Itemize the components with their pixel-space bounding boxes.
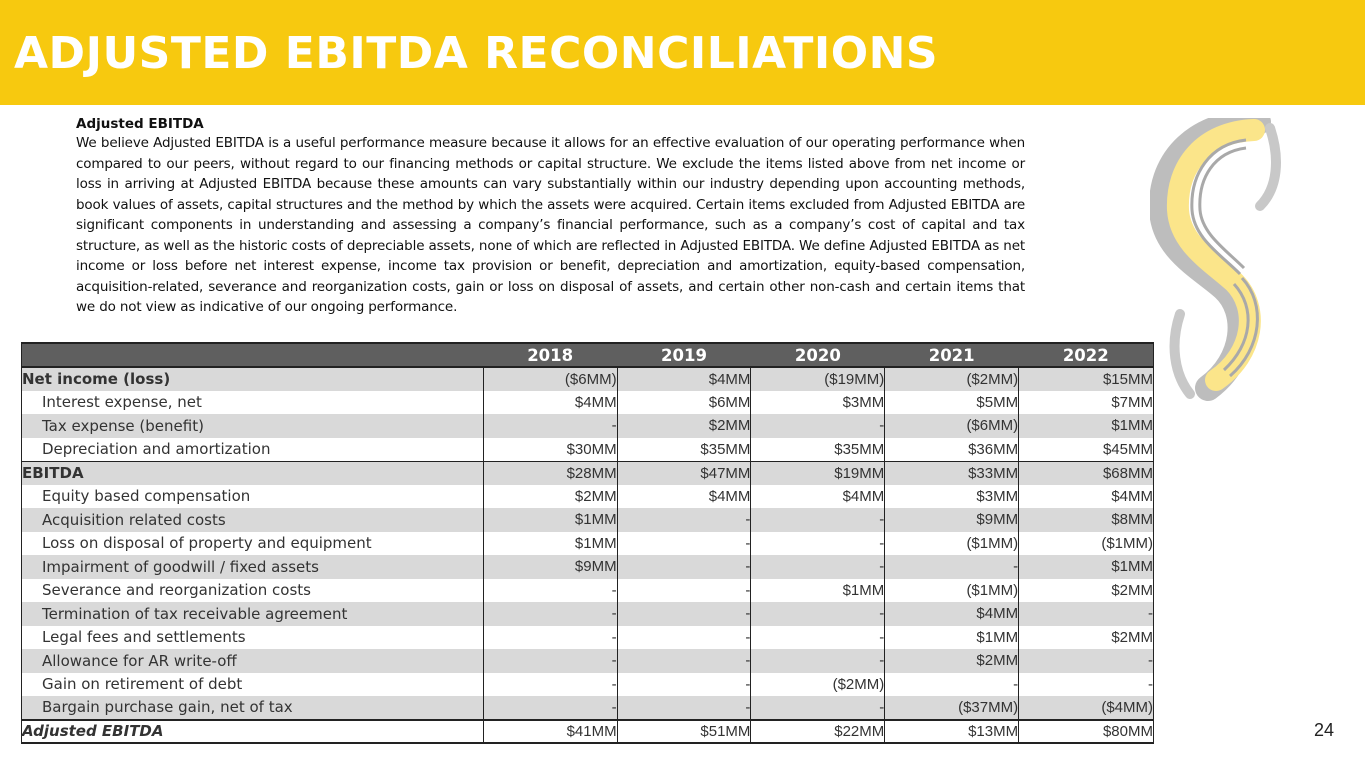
value-cell: - <box>751 532 885 556</box>
year-header: 2022 <box>1019 343 1154 367</box>
row-label: Loss on disposal of property and equipment <box>42 534 372 553</box>
value-cell: $8MM <box>1019 508 1154 532</box>
value-cell: - <box>617 626 751 650</box>
value-cell: - <box>885 673 1019 697</box>
value-cell: $4MM <box>617 485 751 509</box>
intro-heading: Adjusted EBITDA <box>76 116 204 132</box>
value-cell: $68MM <box>1019 461 1154 485</box>
value-cell: $19MM <box>751 461 885 485</box>
table-row <box>22 414 1154 438</box>
row-label: Severance and reorganization costs <box>42 581 311 600</box>
row-label: Acquisition related costs <box>22 508 484 532</box>
intro-paragraph: We believe Adjusted EBITDA is a useful performance measure because it allows for an effective evaluation of our operating performance when compared to our peers, without regard to our financing methods or capital structure. We exclude the items listed above from net income or loss in arriving at Adjusted EBITDA because these amounts can vary substantially within our industry depending upon accounting methods, book values of assets, capital structures and the method by which the assets were acquired. Certain items excluded from Adjusted EBITDA are significant components in understanding and assessing a company’s financial performance, such as a company’s cost of capital and tax structure, as well as the historic costs of depreciable assets, none of which are reflected in Adjusted EBITDA. We define Adjusted EBITDA as net income or loss before net interest expense, income tax provision or benefit, depreciation and amortization, equity-based compensation, acquisition-related, severance and reorganization costs, gain or loss on disposal of assets, and certain other non-cash and certain items that we do not view as indicative of our ongoing performance. <box>76 135 1025 315</box>
page-title: ADJUSTED EBITDA RECONCILIATIONS <box>14 28 939 79</box>
value-cell: - <box>751 696 885 720</box>
value-cell: $1MM <box>483 508 617 532</box>
row-label: Gain on retirement of debt <box>42 675 243 694</box>
value-cell: ($6MM) <box>885 414 1019 438</box>
value-cell: $9MM <box>885 508 1019 532</box>
value-cell: - <box>751 602 885 626</box>
value-cell: ($1MM) <box>1019 532 1154 556</box>
value-cell: $4MM <box>1019 485 1154 509</box>
table-row <box>22 579 1154 603</box>
value-cell: $3MM <box>751 391 885 415</box>
table-row <box>22 673 1154 697</box>
value-cell: $33MM <box>885 461 1019 485</box>
value-cell: - <box>751 414 885 438</box>
table-row <box>22 508 1154 532</box>
row-label: Adjusted EBITDA <box>22 720 484 744</box>
value-cell: $51MM <box>617 720 751 744</box>
value-cell: ($4MM) <box>1019 696 1154 720</box>
value-cell: - <box>617 555 751 579</box>
table-row <box>22 532 1154 556</box>
value-cell: - <box>885 555 1019 579</box>
value-cell: $4MM <box>751 485 885 509</box>
value-cell: - <box>751 626 885 650</box>
header-label-cell <box>22 343 484 367</box>
value-cell: - <box>483 579 617 603</box>
value-cell: $1MM <box>483 532 617 556</box>
table-row <box>22 555 1154 579</box>
value-cell: $15MM <box>1019 367 1154 391</box>
table-row <box>22 391 1154 415</box>
table-row-adjusted-ebitda <box>22 720 1154 744</box>
value-cell: $4MM <box>483 391 617 415</box>
value-cell: $1MM <box>1019 414 1154 438</box>
title-banner <box>0 0 1365 105</box>
value-cell: ($19MM) <box>751 367 885 391</box>
row-label: Depreciation and amortization <box>22 438 484 462</box>
value-cell: $30MM <box>483 438 617 462</box>
value-cell: $1MM <box>751 579 885 603</box>
value-cell: - <box>1019 673 1154 697</box>
row-label: EBITDA <box>22 461 484 485</box>
table-row <box>22 626 1154 650</box>
value-cell: - <box>483 602 617 626</box>
row-label: Bargain purchase gain, net of tax <box>22 696 484 720</box>
value-cell: $5MM <box>885 391 1019 415</box>
value-cell: $80MM <box>1019 720 1154 744</box>
value-cell: - <box>751 555 885 579</box>
value-cell: $7MM <box>1019 391 1154 415</box>
value-cell: $4MM <box>885 602 1019 626</box>
table-row <box>22 438 1154 462</box>
table-row <box>22 485 1154 509</box>
row-label: Interest expense, net <box>42 393 202 412</box>
year-header: 2021 <box>885 343 1019 367</box>
row-label: Legal fees and settlements <box>42 628 246 647</box>
value-cell: $1MM <box>885 626 1019 650</box>
page-number: 24 <box>1314 720 1335 740</box>
value-cell: - <box>617 649 751 673</box>
value-cell: $6MM <box>617 391 751 415</box>
value-cell: - <box>483 414 617 438</box>
value-cell: $2MM <box>885 649 1019 673</box>
value-cell: - <box>483 696 617 720</box>
value-cell: $35MM <box>751 438 885 462</box>
value-cell: $2MM <box>617 414 751 438</box>
table-row-ebitda <box>22 461 1154 485</box>
year-header: 2018 <box>483 343 617 367</box>
intro-section <box>76 115 1025 318</box>
value-cell: $2MM <box>1019 626 1154 650</box>
year-header: 2019 <box>617 343 751 367</box>
value-cell: - <box>751 649 885 673</box>
value-cell: $4MM <box>617 367 751 391</box>
company-logo-icon <box>1150 118 1288 403</box>
value-cell: $2MM <box>1019 579 1154 603</box>
table-row <box>22 602 1154 626</box>
value-cell: - <box>1019 602 1154 626</box>
value-cell: $45MM <box>1019 438 1154 462</box>
value-cell: - <box>617 532 751 556</box>
table-row <box>22 649 1154 673</box>
value-cell: $3MM <box>885 485 1019 509</box>
reconciliation-table <box>21 342 1154 744</box>
value-cell: - <box>617 508 751 532</box>
value-cell: $35MM <box>617 438 751 462</box>
value-cell: - <box>617 696 751 720</box>
value-cell: $2MM <box>483 485 617 509</box>
year-header: 2020 <box>751 343 885 367</box>
value-cell: $36MM <box>885 438 1019 462</box>
table-row-net-income <box>22 367 1154 391</box>
value-cell: ($1MM) <box>885 579 1019 603</box>
row-label: Net income (loss) <box>22 367 484 391</box>
value-cell: ($6MM) <box>483 367 617 391</box>
value-cell: - <box>1019 649 1154 673</box>
value-cell: - <box>483 626 617 650</box>
row-label: Impairment of goodwill / fixed assets <box>22 555 484 579</box>
row-label: Tax expense (benefit) <box>22 414 484 438</box>
value-cell: ($2MM) <box>885 367 1019 391</box>
table-header-row <box>22 343 1154 367</box>
value-cell: - <box>483 649 617 673</box>
row-label: Termination of tax receivable agreement <box>22 602 484 626</box>
value-cell: - <box>483 673 617 697</box>
value-cell: $28MM <box>483 461 617 485</box>
value-cell: - <box>617 673 751 697</box>
value-cell: - <box>751 508 885 532</box>
value-cell: $13MM <box>885 720 1019 744</box>
value-cell: $9MM <box>483 555 617 579</box>
value-cell: ($2MM) <box>751 673 885 697</box>
value-cell: - <box>617 579 751 603</box>
value-cell: ($37MM) <box>885 696 1019 720</box>
value-cell: $1MM <box>1019 555 1154 579</box>
table-row <box>22 696 1154 720</box>
value-cell: - <box>617 602 751 626</box>
value-cell: $41MM <box>483 720 617 744</box>
value-cell: ($1MM) <box>885 532 1019 556</box>
value-cell: $22MM <box>751 720 885 744</box>
value-cell: $47MM <box>617 461 751 485</box>
row-label: Equity based compensation <box>42 487 251 506</box>
row-label: Allowance for AR write-off <box>22 649 484 673</box>
